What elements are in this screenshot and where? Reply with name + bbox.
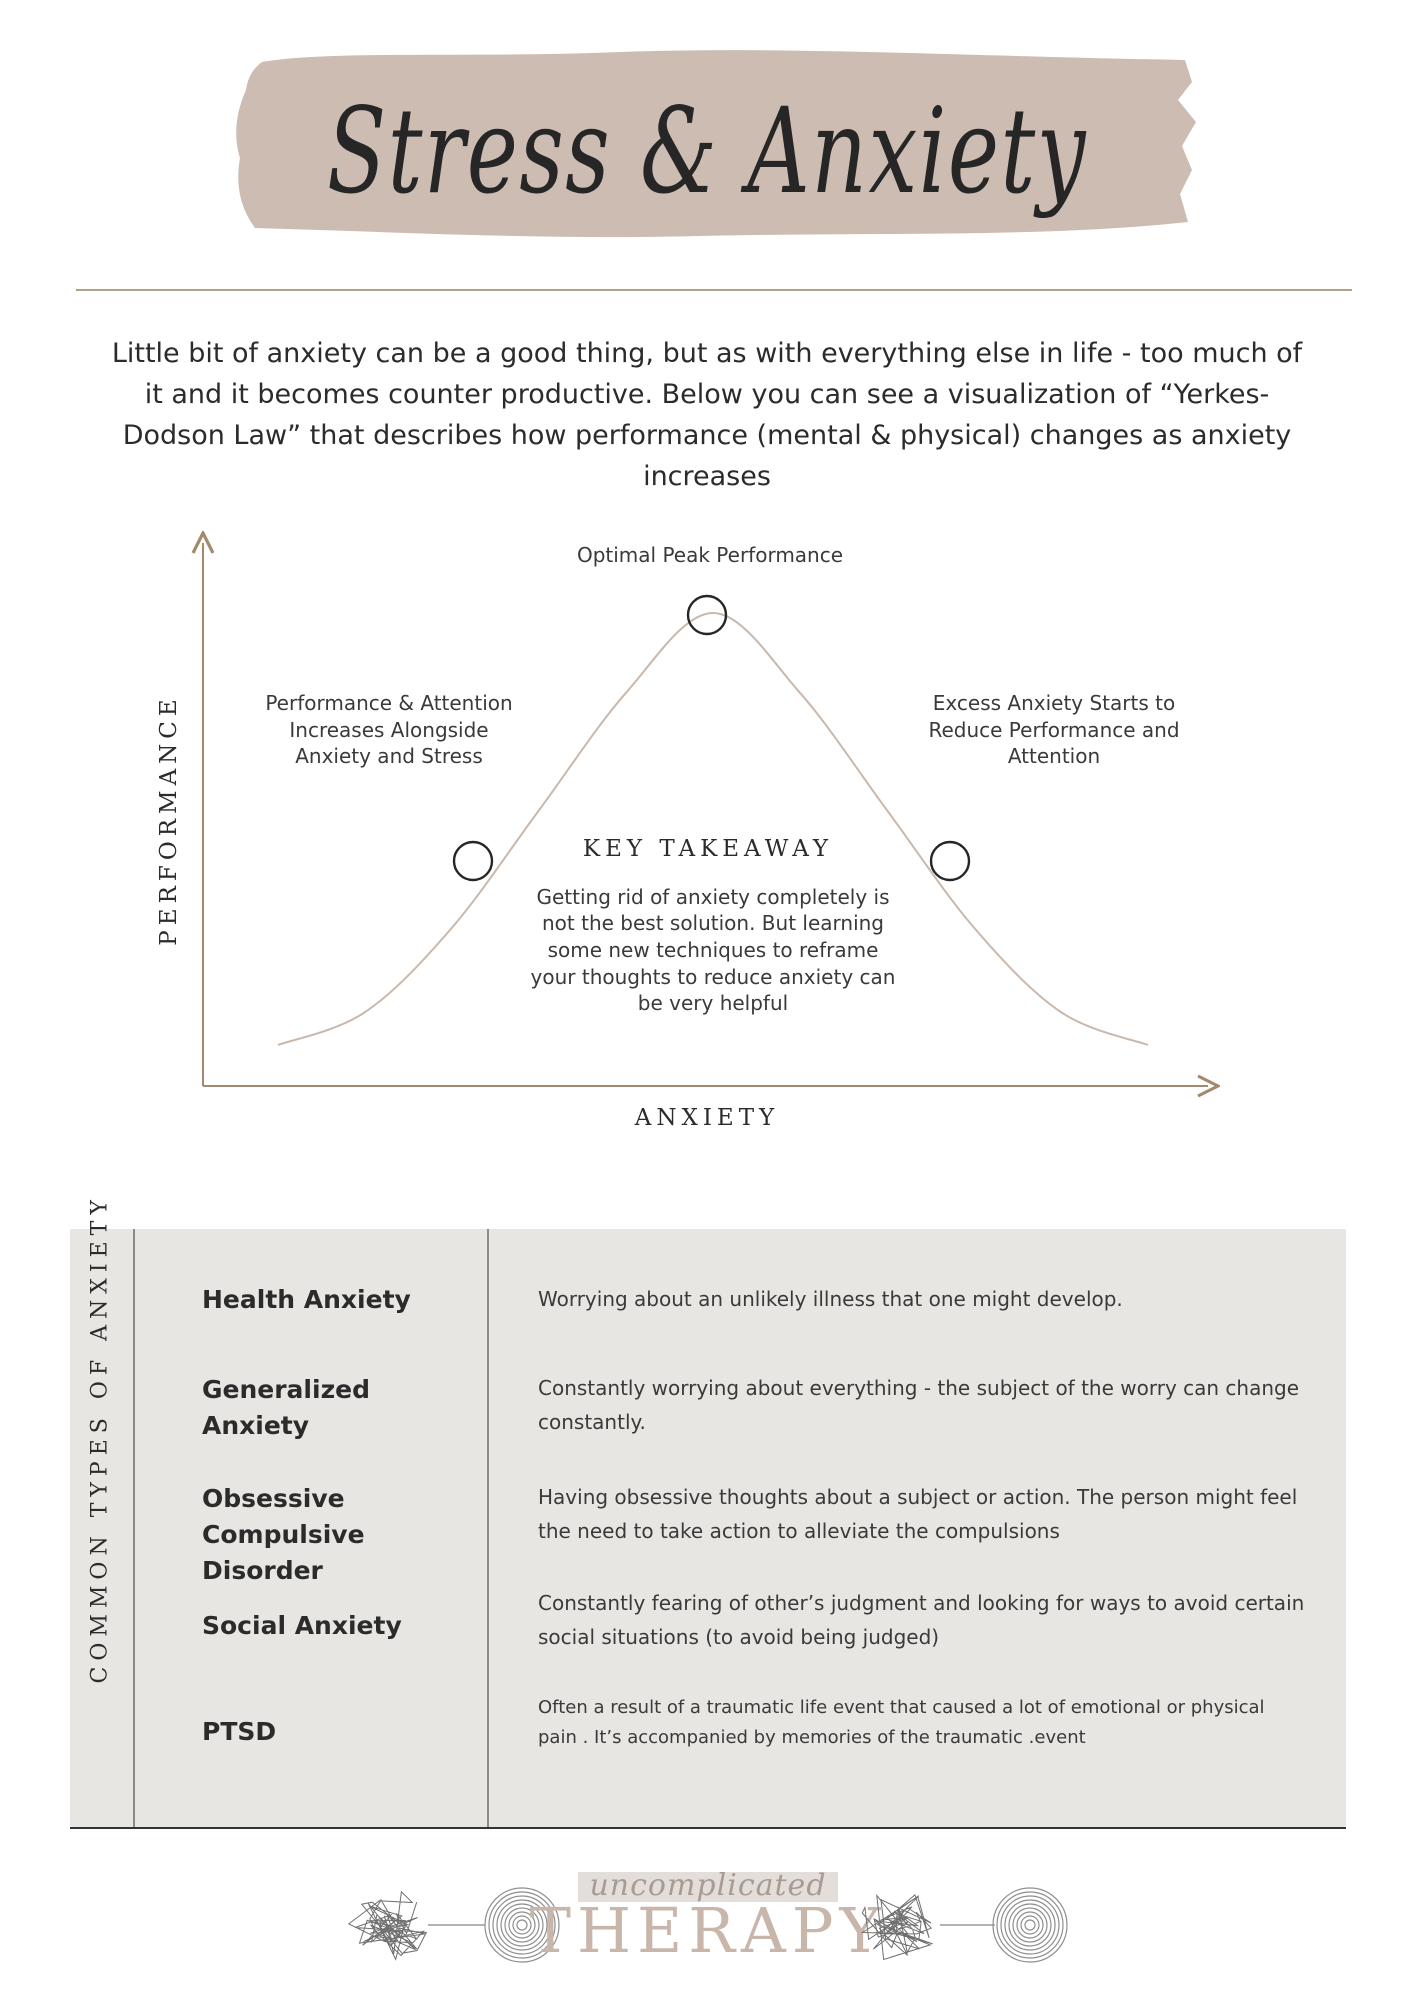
row-desc-social-anxiety: Constantly fearing of other’s judgment and looking for ways to avoid certain social situations (to avoid being judged) <box>538 1591 1305 1649</box>
logo-big-text: THERAPY <box>529 1894 887 1967</box>
table-side-label: COMMON TYPES OF ANXIETY <box>87 1194 113 1684</box>
row-name-social-anxiety: Social Anxiety <box>202 1611 402 1640</box>
key-takeaway-title: KEY TAKEAWAY <box>582 836 834 862</box>
row-name-health-anxiety: Health Anxiety <box>202 1285 411 1314</box>
intro-paragraph: Little bit of anxiety can be a good thing, but as with everything else in life - too much of it and it becomes counter productive. Below you can see a visualization of “Yerkes-Dodson Law” that describes how performance (mental & physical) changes as anxiety increases <box>111 338 1303 492</box>
row-name-ocd: Obsessive Compulsive Disorder <box>202 1484 365 1585</box>
key-takeaway-line-5: be very helpful <box>637 991 789 1015</box>
header-banner <box>0 0 1414 300</box>
footer-logo <box>0 1850 1414 2000</box>
row-desc-health-anxiety: Worrying about an unlikely illness that one might develop. <box>538 1287 1123 1311</box>
scribble-icon-left <box>349 1892 427 1960</box>
right-annotation-line-1: Excess Anxiety Starts to <box>932 691 1176 715</box>
logo-small-text: uncomplicated <box>589 1868 827 1903</box>
row-desc-ocd: Having obsessive thoughts about a subject or action. The person might feel the need to take action to alleviate the compulsions <box>538 1485 1298 1543</box>
key-takeaway-line-1: Getting rid of anxiety completely is <box>536 885 890 909</box>
left-marker <box>454 842 492 880</box>
spiral-icon-right <box>993 1888 1067 1962</box>
x-axis-label: ANXIETY <box>634 1105 780 1131</box>
page-title: Stress & Anxiety <box>327 82 1087 220</box>
table-divider-left <box>133 1229 135 1827</box>
left-annotation-line-1: Performance & Attention <box>265 691 513 715</box>
row-name-generalized-anxiety: Generalized Anxiety <box>202 1375 370 1440</box>
key-takeaway-line-3: some new techniques to reframe <box>547 938 879 962</box>
table-divider-middle <box>487 1229 489 1827</box>
row-name-ptsd: PTSD <box>202 1717 277 1746</box>
key-takeaway-line-4: your thoughts to reduce anxiety can <box>530 965 896 989</box>
row-desc-generalized-anxiety: Constantly worrying about everything - the subject of the worry can change constantly. <box>538 1376 1300 1434</box>
peak-annotation: Optimal Peak Performance <box>576 543 844 567</box>
row-desc-ptsd: Often a result of a traumatic life event that caused a lot of emotional or physical pain . It’s accompanied by memories of the traumatic .event <box>538 1697 1265 1748</box>
key-takeaway-line-2: not the best solution. But learning <box>541 911 885 935</box>
y-axis-label: PERFORMANCE <box>156 694 182 946</box>
right-annotation-line-2: Reduce Performance and <box>928 718 1180 742</box>
header-divider <box>76 289 1352 291</box>
right-annotation-line-3: Attention <box>1007 744 1101 768</box>
yerkes-dodson-chart <box>0 520 1414 1140</box>
right-marker <box>931 842 969 880</box>
left-annotation-line-3: Anxiety and Stress <box>295 744 483 768</box>
left-annotation-line-2: Increases Alongside <box>289 718 489 742</box>
